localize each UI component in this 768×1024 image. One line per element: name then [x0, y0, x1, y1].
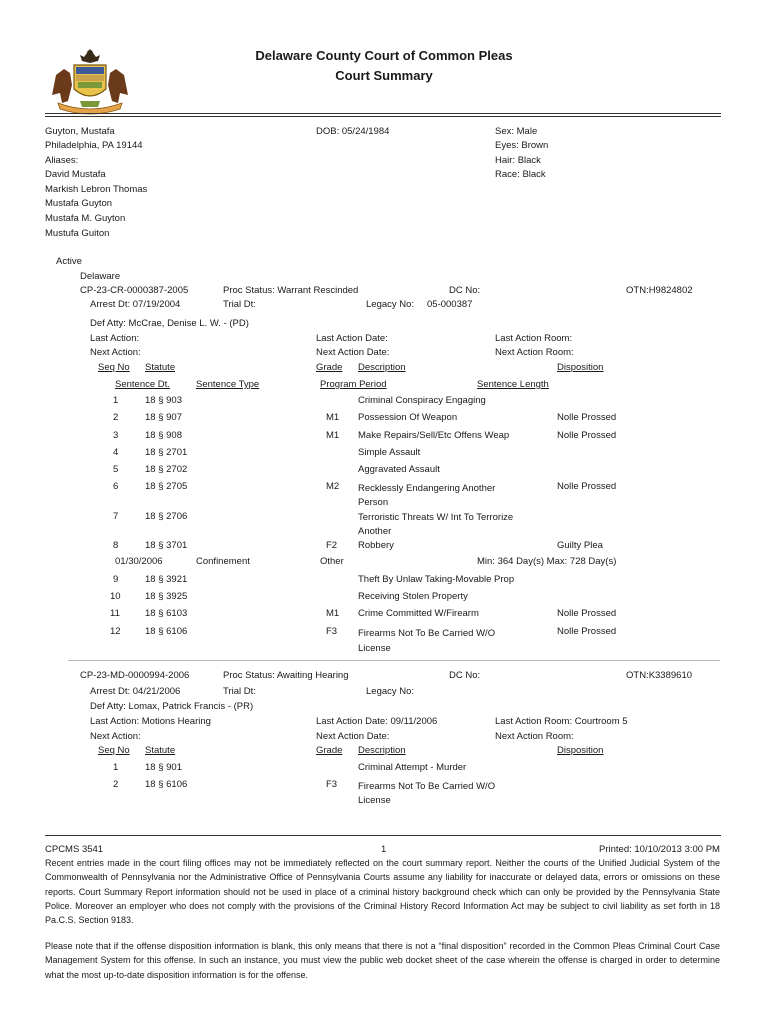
defendant-dob: DOB: 05/24/1984 — [316, 126, 390, 137]
case1-proc-status: Proc Status: Warrant Rescinded — [223, 285, 359, 296]
row-seq: 5 — [113, 464, 119, 475]
sentence-program-period: Other — [320, 556, 344, 567]
row-description: Possession Of Weapon — [358, 412, 458, 423]
col-header-description: Description — [358, 745, 406, 756]
col-header-disposition: Disposition — [557, 362, 604, 373]
row-seq: 7 — [113, 511, 119, 522]
county-label: Delaware — [80, 271, 121, 282]
row-statute: 18 § 2701 — [145, 447, 188, 458]
row-statute: 18 § 2702 — [145, 464, 188, 475]
row-description: Theft By Unlaw Taking-Movable Prop — [358, 574, 515, 585]
row-disposition: Nolle Prossed — [557, 481, 617, 492]
col-header-seq: Seq No — [98, 745, 130, 756]
col-header-sentence-length: Sentence Length — [477, 379, 549, 390]
row-grade: F3 — [326, 626, 338, 637]
case1-trial-dt: Trial Dt: — [223, 299, 256, 310]
col-header-grade: Grade — [316, 745, 343, 756]
row-seq: 12 — [110, 626, 121, 637]
case1-last-action: Last Action: — [90, 333, 140, 344]
row-description: Make Repairs/Sell/Etc Offens Weap — [358, 430, 510, 441]
row-seq: 3 — [113, 430, 119, 441]
case2-arrest-dt: Arrest Dt: 04/21/2006 — [90, 686, 181, 697]
defendant-hair: Hair: Black — [495, 155, 541, 166]
alias-item: Markish Lebron Thomas — [45, 184, 148, 195]
case2-otn: OTN:K3389610 — [626, 670, 693, 681]
row-grade: M2 — [326, 481, 340, 492]
row-disposition: Nolle Prossed — [557, 608, 617, 619]
case2-last-action: Last Action: Motions Hearing — [90, 716, 211, 727]
row-seq: 1 — [113, 395, 119, 406]
defendant-sex: Sex: Male — [495, 126, 538, 137]
row-statute: 18 § 6103 — [145, 608, 188, 619]
case1-next-action-date: Next Action Date: — [316, 347, 390, 358]
row-disposition: Nolle Prossed — [557, 430, 617, 441]
row-statute: 18 § 6106 — [145, 779, 188, 790]
report-title: Court Summary — [335, 68, 433, 83]
row-description: Crime Committed W/Firearm — [358, 608, 479, 619]
case-divider — [68, 660, 720, 661]
row-statute: 18 § 901 — [145, 762, 182, 773]
case2-trial-dt: Trial Dt: — [223, 686, 256, 697]
case2-dc-no: DC No: — [449, 670, 481, 681]
printed-timestamp: Printed: 10/10/2013 3:00 PM — [599, 844, 720, 855]
case2-last-action-date: Last Action Date: 09/11/2006 — [316, 716, 438, 727]
row-statute: 18 § 3701 — [145, 540, 188, 551]
case2-next-action-date: Next Action Date: — [316, 731, 390, 742]
row-grade: F2 — [326, 540, 338, 551]
case2-docket: CP-23-MD-0000994-2006 — [80, 670, 190, 681]
col-header-grade: Grade — [316, 362, 343, 373]
row-statute: 18 § 6106 — [145, 626, 188, 637]
status-label: Active — [56, 256, 82, 267]
court-title: Delaware County Court of Common Pleas — [255, 48, 513, 63]
row-description: Criminal Conspiracy Engaging — [358, 395, 486, 406]
case1-next-action: Next Action: — [90, 347, 141, 358]
row-disposition: Nolle Prossed — [557, 626, 617, 637]
sentence-type: Confinement — [196, 556, 250, 567]
row-seq: 11 — [110, 608, 120, 619]
row-statute: 18 § 2705 — [145, 481, 188, 492]
case1-legacy-value: 05-000387 — [427, 299, 473, 310]
row-description: Simple Assault — [358, 447, 421, 458]
row-description: Firearms Not To Be Carried W/O License — [358, 628, 496, 654]
col-header-description: Description — [358, 362, 406, 373]
row-description: Aggravated Assault — [358, 464, 440, 475]
case1-legacy-label: Legacy No: — [366, 299, 415, 310]
aliases-label: Aliases: — [45, 155, 79, 166]
row-seq: 2 — [113, 412, 119, 423]
case1-last-action-date: Last Action Date: — [316, 333, 388, 344]
row-statute: 18 § 903 — [145, 395, 182, 406]
row-disposition: Guilty Plea — [557, 540, 603, 551]
col-header-program-period: Program Period — [320, 379, 387, 390]
col-header-seq: Seq No — [98, 362, 130, 373]
case1-last-action-room: Last Action Room: — [495, 333, 573, 344]
sentence-length: Min: 364 Day(s) Max: 728 Day(s) — [477, 556, 617, 567]
row-seq: 6 — [113, 481, 119, 492]
sentence-date: 01/30/2006 — [115, 556, 163, 567]
disposition-note-paragraph: Please note that if the offense disposition information is blank, this only means that there is not a “final disposition” recorded in the Common Pleas Criminal Court Case Management System for this offense. In such an instance, you must view the public web docket sheet of the case wherein the offense is charged in order to determine what the most up-to-date disposition information is for the offense. — [45, 941, 720, 980]
form-number: CPCMS 3541 — [45, 844, 104, 855]
case2-last-action-room: Last Action Room: Courtroom 5 — [495, 716, 628, 727]
row-grade: M1 — [326, 430, 340, 441]
col-header-statute: Statute — [145, 362, 176, 373]
alias-item: David Mustafa — [45, 169, 106, 180]
case1-dc-no: DC No: — [449, 285, 481, 296]
row-statute: 18 § 908 — [145, 430, 182, 441]
row-seq: 4 — [113, 447, 119, 458]
row-grade: M1 — [326, 412, 340, 423]
row-description: Recklessly Endangering Another Person — [358, 483, 496, 508]
alias-item: Mustufa Guiton — [45, 228, 110, 239]
alias-item: Mustafa Guyton — [45, 198, 113, 209]
page-number: 1 — [381, 844, 387, 855]
col-header-sentence-dt: Sentence Dt. — [115, 379, 170, 390]
defendant-name: Guyton, Mustafa — [45, 126, 115, 137]
col-header-disposition: Disposition — [557, 745, 604, 756]
row-description: Robbery — [358, 540, 394, 551]
row-statute: 18 § 907 — [145, 412, 182, 423]
disclaimer-paragraph: Recent entries made in the court filing offices may not be immediately reflected on the court summary report. Neither the courts of the Unified Judicial System of the Commonwealth of Pennsylvania nor the Administrative Office of Pennsylvania Courts assume any liability for inaccurate or delayed data, errors or omissions on these reports. Court Summary Report information should not be used in place of a criminal history background check which can only be provided by the Pennsylvania State Police. Moreover an employer who does not comply with the provisions of the Criminal History Record Information Act may be subject to civil liability as set forth in 18 Pa.C.S. Section 9183. — [45, 858, 720, 926]
case1-otn: OTN:H9824802 — [626, 285, 693, 296]
row-grade: M1 — [326, 608, 340, 619]
row-statute: 18 § 3925 — [145, 591, 188, 602]
row-description: Firearms Not To Be Carried W/O License — [358, 781, 496, 806]
row-disposition: Nolle Prossed — [557, 412, 617, 423]
case1-next-action-room: Next Action Room: — [495, 347, 574, 358]
case2-next-action-room: Next Action Room: — [495, 731, 574, 742]
row-seq: 9 — [113, 574, 119, 585]
row-description: Terroristic Threats W/ Int To Terrorize Another — [358, 512, 514, 537]
case1-docket: CP-23-CR-0000387-2005 — [80, 285, 189, 296]
row-seq: 1 — [113, 762, 119, 773]
header-rule-top — [45, 113, 721, 114]
case2-proc-status: Proc Status: Awaiting Hearing — [223, 670, 349, 681]
row-seq: 2 — [113, 779, 119, 790]
row-seq: 8 — [113, 540, 119, 551]
defendant-race: Race: Black — [495, 169, 546, 180]
row-description: Criminal Attempt - Murder — [358, 762, 467, 773]
defendant-city: Philadelphia, PA 19144 — [45, 140, 143, 151]
case2-legacy-label: Legacy No: — [366, 686, 415, 697]
alias-item: Mustafa M. Guyton — [45, 213, 126, 224]
col-header-statute: Statute — [145, 745, 176, 756]
case1-def-atty: Def Atty: McCrae, Denise L. W. - (PD) — [90, 318, 249, 329]
col-header-sentence-type: Sentence Type — [196, 379, 260, 390]
row-description: Receiving Stolen Property — [358, 591, 468, 602]
header-rule-bottom — [45, 116, 721, 117]
footer-rule — [45, 835, 721, 836]
row-seq: 10 — [110, 591, 121, 602]
case1-arrest-dt: Arrest Dt: 07/19/2004 — [90, 299, 181, 310]
case2-next-action: Next Action: — [90, 731, 141, 742]
row-grade: F3 — [326, 779, 338, 790]
row-statute: 18 § 2706 — [145, 511, 188, 522]
case2-def-atty: Def Atty: Lomax, Patrick Francis - (PR) — [90, 701, 254, 712]
defendant-eyes: Eyes: Brown — [495, 140, 549, 151]
row-statute: 18 § 3921 — [145, 574, 188, 585]
